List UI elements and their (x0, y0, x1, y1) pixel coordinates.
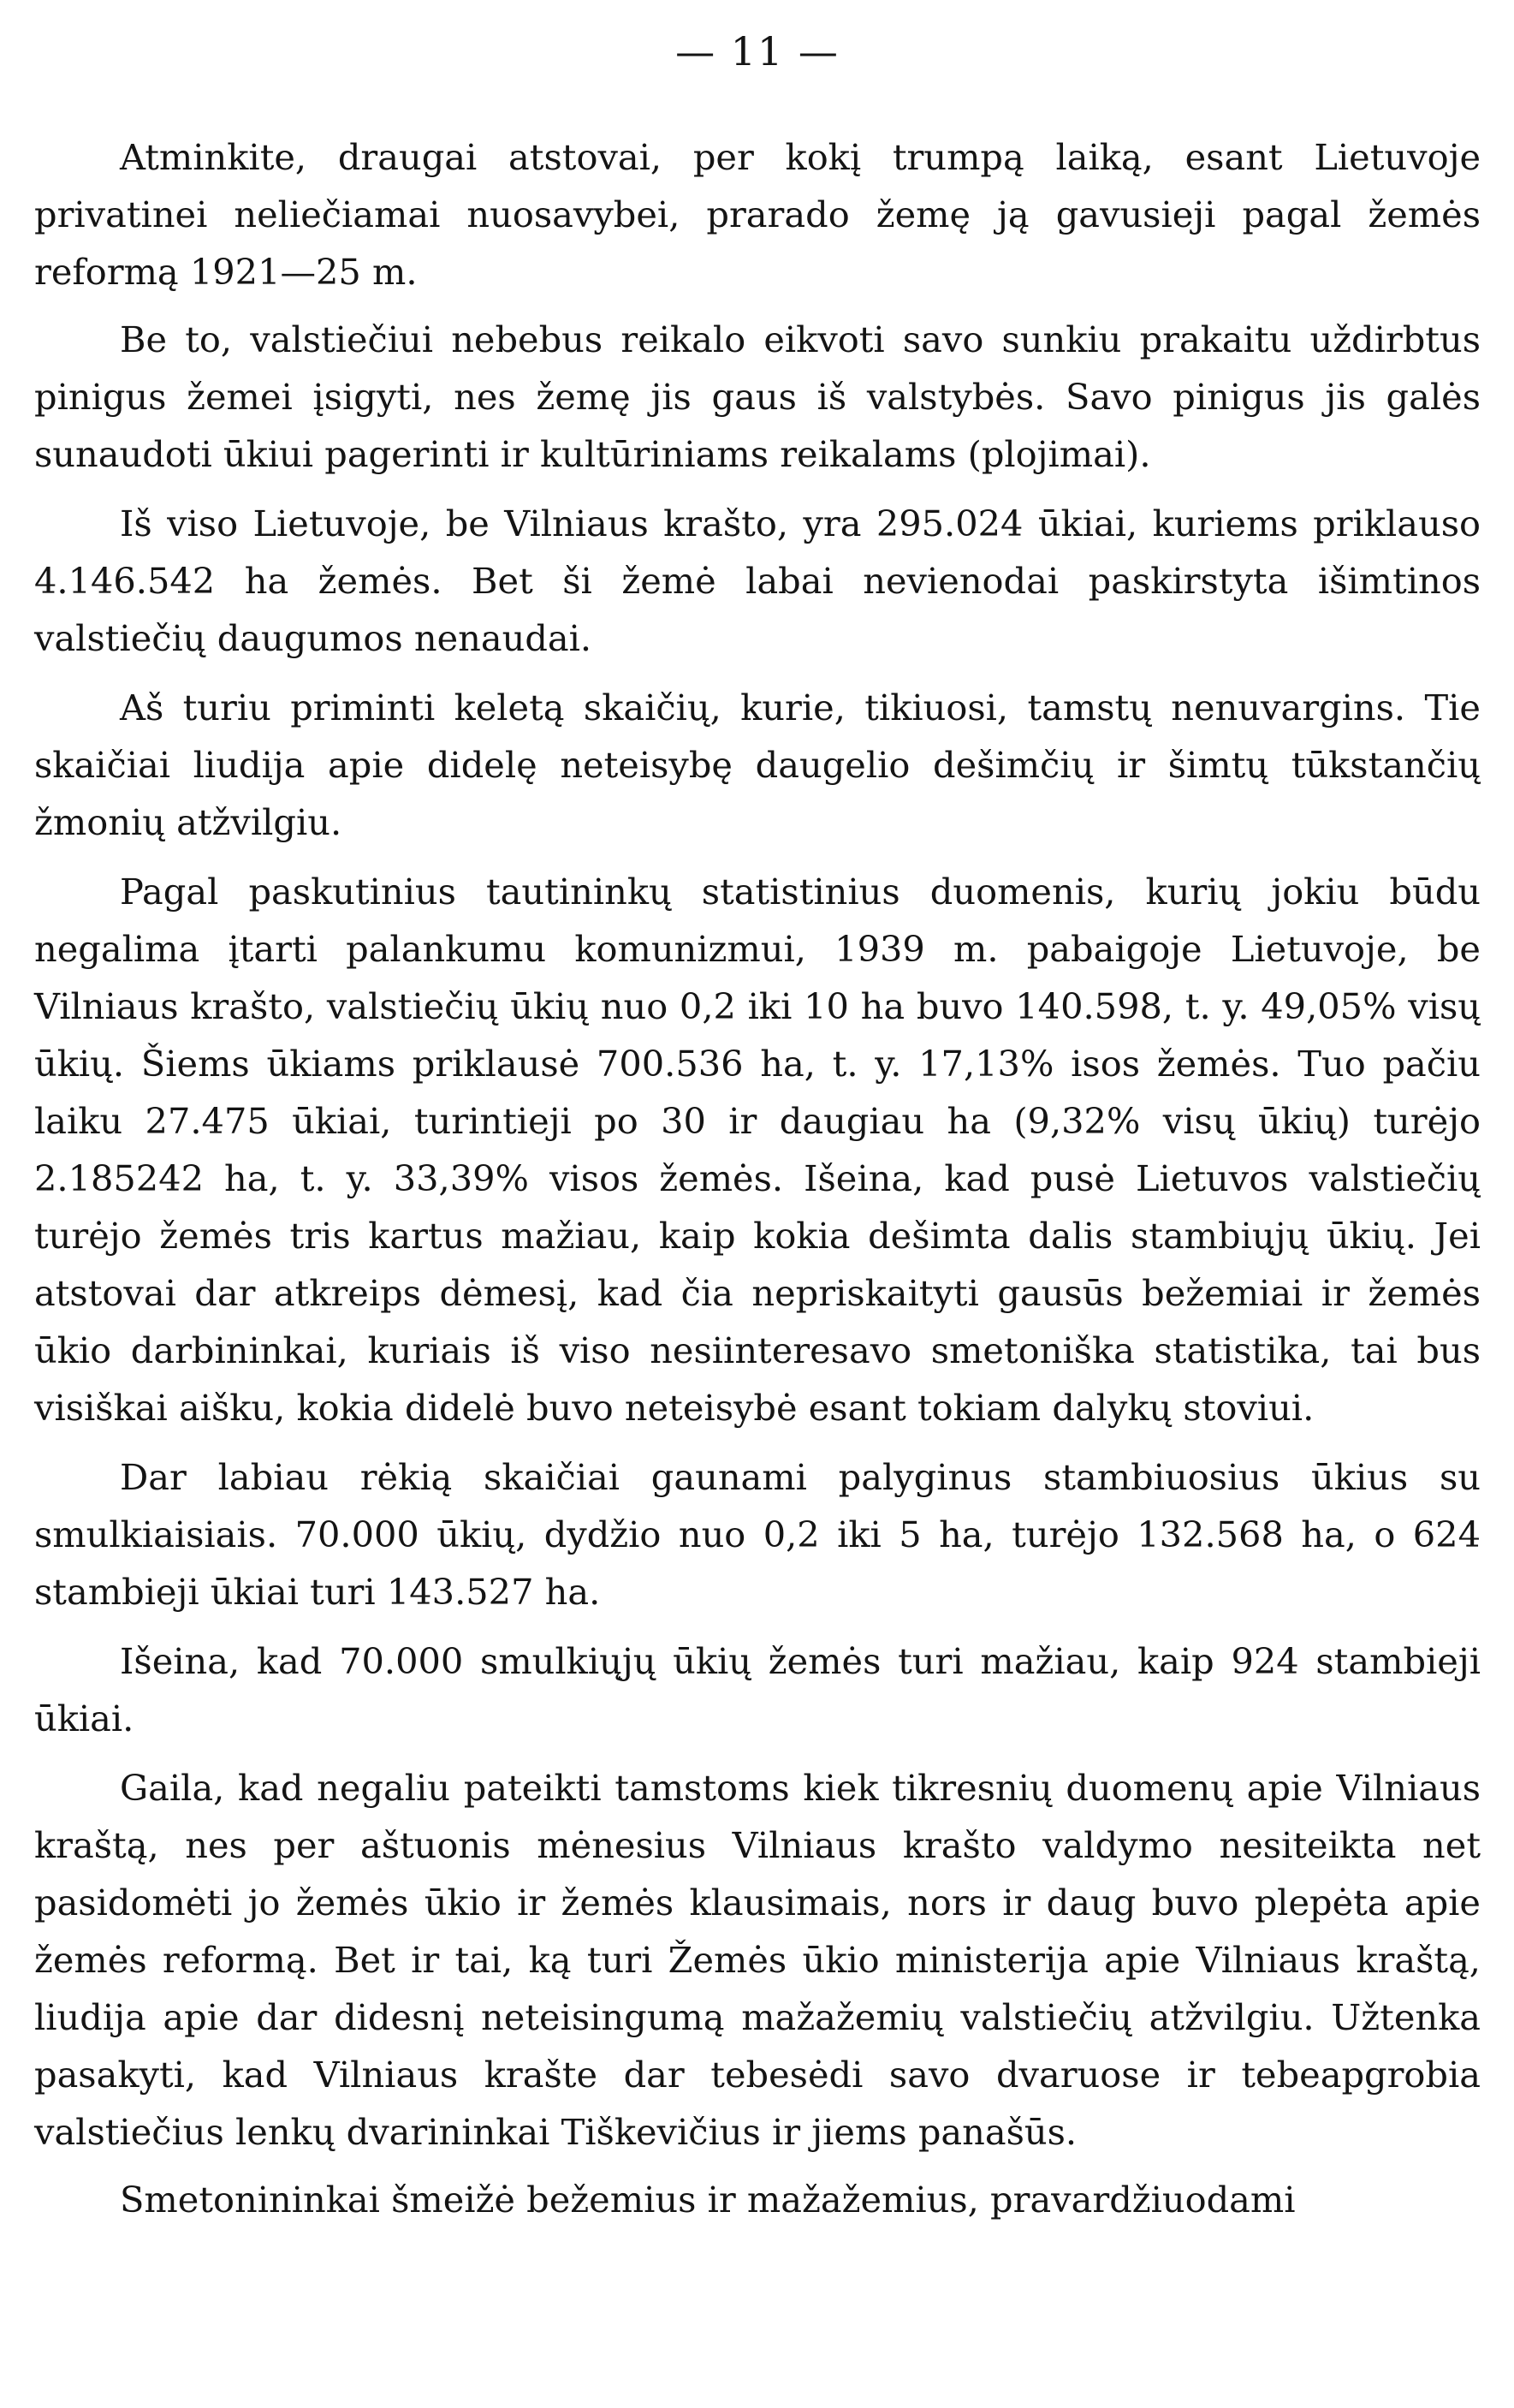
paragraph-5: Pagal paskutinius tautininkų statistinius duomenis, kurių jokiu būdu negalima įtarti palankumu komunizmui, 1939 m. pabaigoje Lietuvoje, be Vilniaus krašto, valstiečių ūkių nuo 0,2 iki 10 ha buvo 140.598, t. y. 49,05% visų ūkių. Šiems ūkiams priklausė 700.536 ha, t. y. 17,13% isos žemės. Tuo pačiu laiku 27.475 ūkiai, turintieji po 30 ir daugiau ha (9,32% visų ūkių) turėjo 2.185242 ha, t. y. 33,39% visos žemės. Išeina, kad pusė Lietuvos valstiečių turėjo žemės tris kartus mažiau, kaip kokia dešimta dalis stambiųjų ūkių. Jei atstovai dar atkreips dėmesį, kad čia nepriskaityti gausūs bežemiai ir žemės ūkio darbininkai, kuriais iš viso nesiinteresavo smetoniška statistika, tai bus visiškai aišku, kokia didelė buvo neteisybė esant tokiam dalykų stoviui. (34, 871, 1481, 1429)
document-page (34, 26, 1481, 2239)
paragraph-4: Aš turiu priminti keletą skaičių, kurie, tikiuosi, tamstų nenuvargins. Tie skaičiai liudija apie didelę neteisybę daugelio dešimčių ir šimtų tūkstančių žmonių atžvilgiu. (34, 687, 1481, 843)
page-number: — 11 — (675, 28, 840, 74)
paragraph-8: Gaila, kad negaliu pateikti tamstoms kiek tikresnių duomenų apie Vilniaus kraštą, nes per aštuonis mėnesius Vilniaus krašto valdymo nesiteikta net pasidomėti jo žemės ūkio ir žemės klausimais, nors ir daug buvo plepėta apie žemės reformą. Bet ir tai, ką turi Žemės ūkio ministerija apie Vilniaus kraštą, liudija apie dar didesnį neteisingumą mažažemių valstiečių atžvilgiu. Užtenka pasakyti, kad Vilniaus krašte dar tebesėdi savo dvaruose ir tebeapgrobia valstiečius lenkų dvarininkai Tiškevičius ir jiems panašūs. (34, 1767, 1481, 2153)
paragraph-2: Be to, valstiečiui nebebus reikalo eikvoti savo sunkiu prakaitu uždirbtus pinigus žemei įsigyti, nes žemę jis gaus iš valstybės. Savo pinigus jis galės sunaudoti ūkiui pagerinti ir kultūriniams reikalams (plojimai). (34, 318, 1481, 475)
paragraph-9: Smetonininkai šmeižė bežemius ir mažažemius, pravardžiuodami (120, 2179, 1296, 2221)
paragraph-6: Dar labiau rėkią skaičiai gaunami palyginus stambiuosius ūkius su smulkiaisiais. 70.000 ūkių, dydžio nuo 0,2 iki 5 ha, turėjo 132.568 ha, o 624 stambieji ūkiai turi 143.527 ha. (34, 1456, 1481, 1613)
paragraph-7: Išeina, kad 70.000 smulkiųjų ūkių žemės turi mažiau, kaip 924 stambieji ūkiai. (34, 1640, 1481, 1739)
paragraph-1: Atminkite, draugai atstovai, per kokį trumpą laiką, esant Lietuvoje privatinei neliečiamai nuosavybei, prarado žemę ją gavusieji pagal žemės reformą 1921—25 m. (34, 136, 1481, 293)
paragraph-3: Iš viso Lietuvoje, be Vilniaus krašto, yra 295.024 ūkiai, kuriems priklauso 4.146.542 ha žemės. Bet ši žemė labai nevienodai paskirstyta išimtinos valstiečių daugumos nenaudai. (34, 502, 1481, 659)
